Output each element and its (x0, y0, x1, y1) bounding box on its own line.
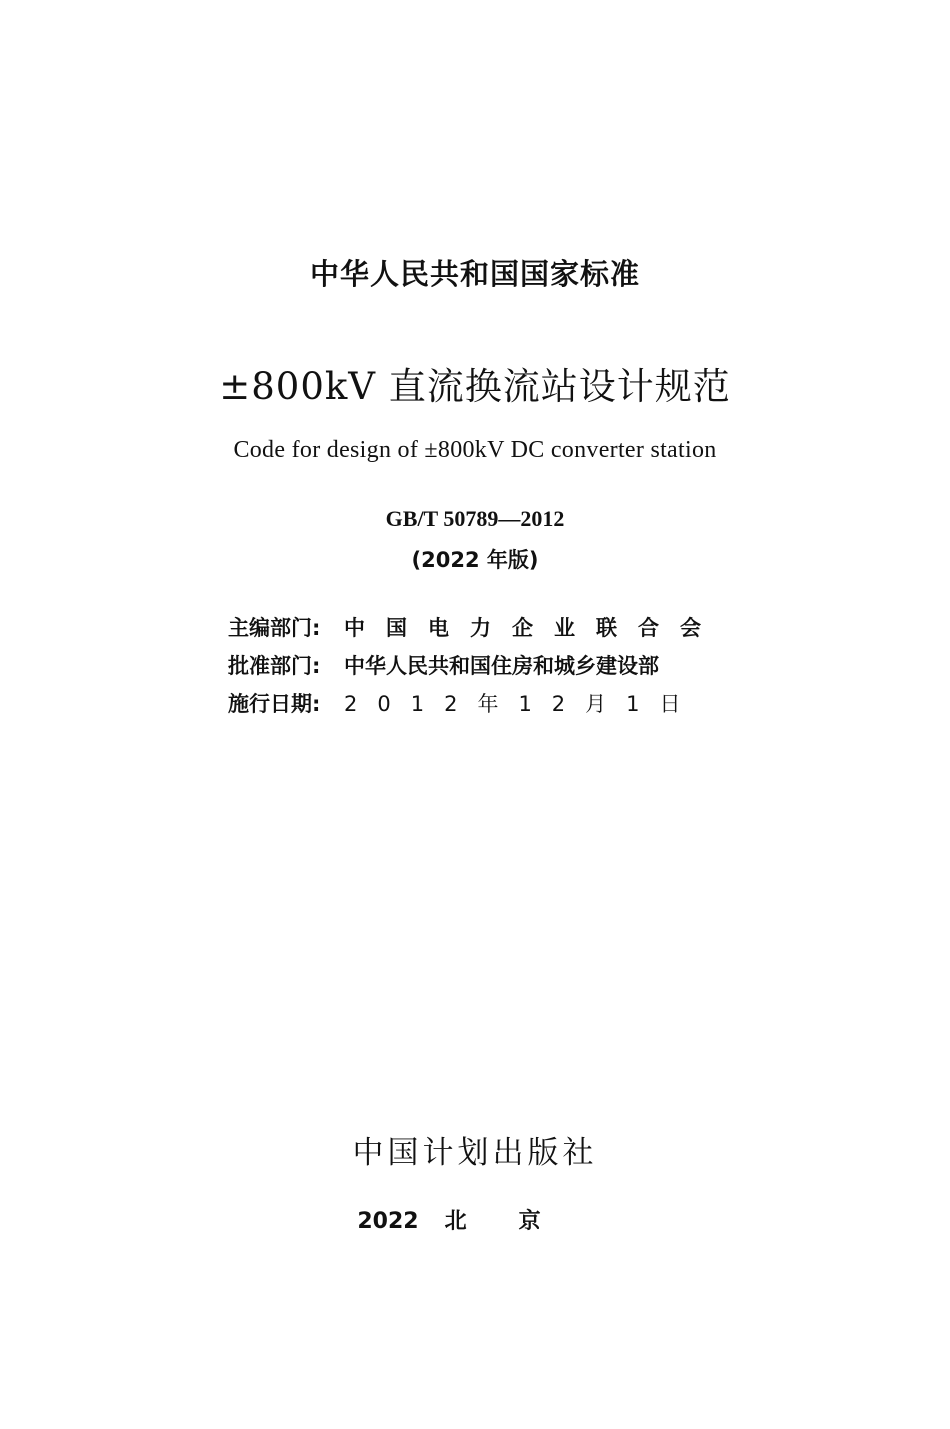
editor-row (228, 612, 732, 642)
publication-year: 2022 (357, 1209, 419, 1234)
effective-date-value: 2012年12月1日 (344, 692, 701, 716)
editor-value: 中国电力企业联合会 (344, 616, 722, 640)
edition-label: (2022 年版) (411, 548, 539, 572)
publication-city: 北京 (444, 1209, 593, 1234)
effective-date-label: 施行日期: (228, 692, 321, 716)
approver-label: 批准部门: (228, 654, 321, 678)
document-title-english: Code for design of ±800kV DC converter station (233, 437, 717, 463)
publisher-name: 中国计划出版社 (352, 1135, 598, 1171)
approver-value: 中华人民共和国住房和城乡建设部 (344, 654, 659, 678)
standard-series-heading: 中华人民共和国国家标准 (309, 257, 640, 291)
effective-date-row (228, 688, 732, 718)
document-title: ±800kV 直流换流站设计规范 (219, 365, 731, 408)
approver-row (228, 650, 732, 680)
editor-label: 主编部门: (228, 616, 321, 640)
standard-code: GB/T 50789—2012 (385, 506, 565, 531)
publication-place (0, 1204, 950, 1235)
